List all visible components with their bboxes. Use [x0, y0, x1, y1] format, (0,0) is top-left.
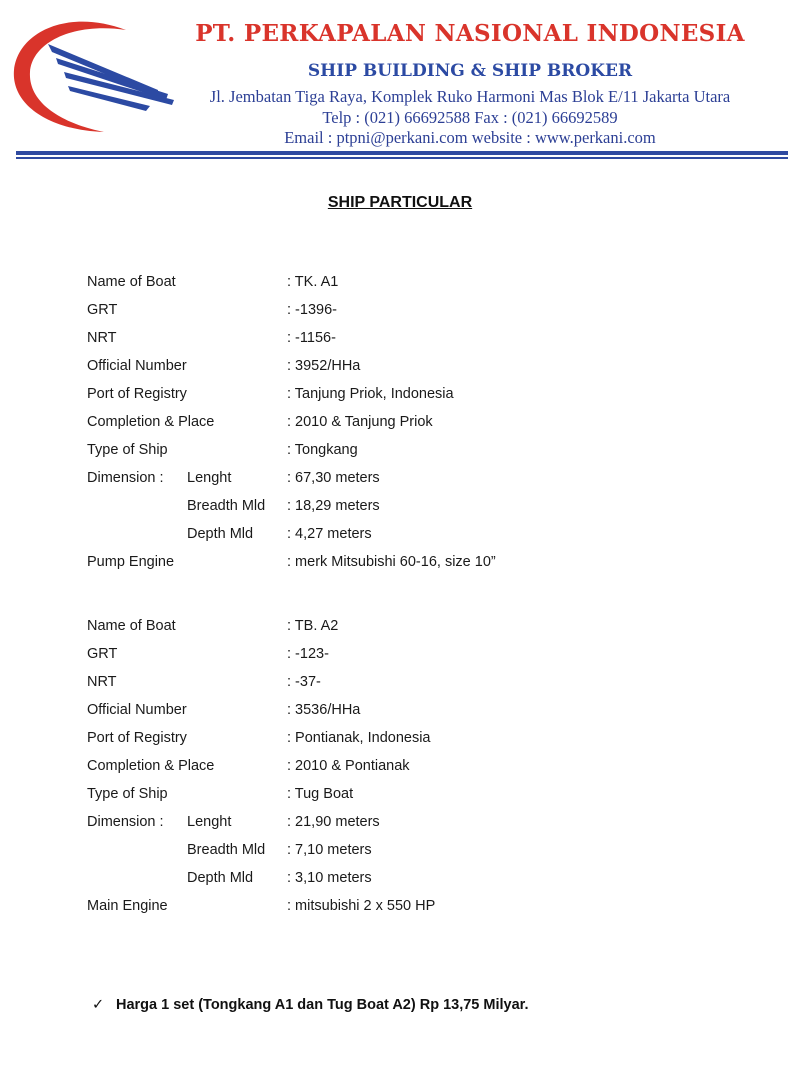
- particular-label: Dimension :: [87, 814, 164, 830]
- particular-label: NRT: [87, 674, 117, 690]
- particular-value: : 3,10 meters: [287, 870, 372, 886]
- particular-label: Completion & Place: [87, 758, 215, 774]
- particular-label: Name of Boat: [87, 274, 176, 290]
- particular-value: : Tug Boat: [287, 786, 354, 802]
- particular-sublabel: Breadth Mld: [187, 842, 266, 858]
- particular-row: [87, 442, 767, 462]
- particular-row: [87, 274, 767, 294]
- particular-label: GRT: [87, 302, 118, 318]
- particular-row: [87, 758, 767, 778]
- particular-value: : 18,29 meters: [287, 498, 380, 514]
- price-note-text: Harga 1 set (Tongkang A1 dan Tug Boat A2) Rp 13,75 Milyar.: [116, 997, 529, 1013]
- particular-row: [87, 470, 767, 490]
- particular-label: Official Number: [87, 702, 187, 718]
- particular-sublabel: Lenght: [187, 470, 232, 486]
- particular-value: : -37-: [287, 674, 321, 690]
- checkmark-icon: ✓: [92, 997, 105, 1013]
- particular-label: Type of Ship: [87, 442, 168, 458]
- particular-row: [87, 414, 767, 434]
- particular-row: [87, 526, 767, 546]
- particular-value: : 3536/HHa: [287, 702, 361, 718]
- particular-row: [87, 814, 767, 834]
- particular-sublabel: Breadth Mld: [187, 498, 266, 514]
- particular-label: GRT: [87, 646, 118, 662]
- particular-row: [87, 618, 767, 638]
- particular-value: : 7,10 meters: [287, 842, 372, 858]
- company-phone: Telp : (021) 66692588 Fax : (021) 66692589: [322, 108, 618, 127]
- particular-row: [87, 358, 767, 378]
- company-address: Jl. Jembatan Tiga Raya, Komplek Ruko Harmoni Mas Blok E/11 Jakarta Utara: [209, 87, 731, 106]
- company-name: PT. PERKAPALAN NASIONAL INDONESIA: [195, 20, 745, 47]
- ship-swoosh-logo-icon: [8, 12, 188, 137]
- particular-value: : Pontianak, Indonesia: [287, 730, 431, 746]
- particular-label: Name of Boat: [87, 618, 176, 634]
- particular-label: Official Number: [87, 358, 187, 374]
- particular-sublabel: Lenght: [187, 814, 232, 830]
- company-email: Email : ptpni@perkani.com website : www.perkani.com: [284, 128, 656, 147]
- particular-row: [87, 386, 767, 406]
- particular-row: [87, 330, 767, 350]
- particular-value: : 67,30 meters: [287, 470, 380, 486]
- particular-row: [87, 674, 767, 694]
- particular-row: [87, 646, 767, 666]
- particular-label: Completion & Place: [87, 414, 215, 430]
- particular-value: : -1156-: [287, 330, 336, 346]
- particular-row: [87, 842, 767, 862]
- price-note: [92, 997, 742, 1013]
- particular-label: Port of Registry: [87, 730, 187, 746]
- particular-value: : TK. A1: [287, 274, 339, 290]
- particular-row: [87, 498, 767, 518]
- particular-row: [87, 898, 767, 918]
- particular-row: [87, 554, 767, 574]
- particular-label: Port of Registry: [87, 386, 187, 402]
- particular-row: [87, 870, 767, 890]
- particular-value: : TB. A2: [287, 618, 339, 634]
- particular-value: : 21,90 meters: [287, 814, 380, 830]
- letterhead: [0, 0, 800, 165]
- particular-row: [87, 786, 767, 806]
- particular-sublabel: Depth Mld: [187, 870, 254, 886]
- particular-value: : 4,27 meters: [287, 526, 372, 542]
- header-divider-thin: [16, 157, 788, 159]
- particular-label: Dimension :: [87, 470, 164, 486]
- particular-value: : 3952/HHa: [287, 358, 361, 374]
- particular-row: [87, 702, 767, 722]
- particular-label: Type of Ship: [87, 786, 168, 802]
- particular-value: : 2010 & Tanjung Priok: [287, 414, 433, 430]
- particular-value: : merk Mitsubishi 60-16, size 10”: [287, 554, 496, 570]
- particular-value: : Tanjung Priok, Indonesia: [287, 386, 454, 402]
- particular-value: : Tongkang: [287, 442, 358, 458]
- particular-value: : -1396-: [287, 302, 337, 318]
- company-tagline: SHIP BUILDING & SHIP BROKER: [307, 61, 633, 81]
- particular-label: Main Engine: [87, 898, 168, 914]
- document-title: SHIP PARTICULAR: [327, 194, 473, 211]
- particular-value: : 2010 & Pontianak: [287, 758, 410, 774]
- particular-value: : mitsubishi 2 x 550 HP: [287, 898, 436, 914]
- particular-label: NRT: [87, 330, 117, 346]
- particular-value: : -123-: [287, 646, 329, 662]
- header-divider-thick: [16, 151, 788, 155]
- particular-sublabel: Depth Mld: [187, 526, 254, 542]
- particular-label: Pump Engine: [87, 554, 175, 570]
- particular-row: [87, 730, 767, 750]
- particular-row: [87, 302, 767, 322]
